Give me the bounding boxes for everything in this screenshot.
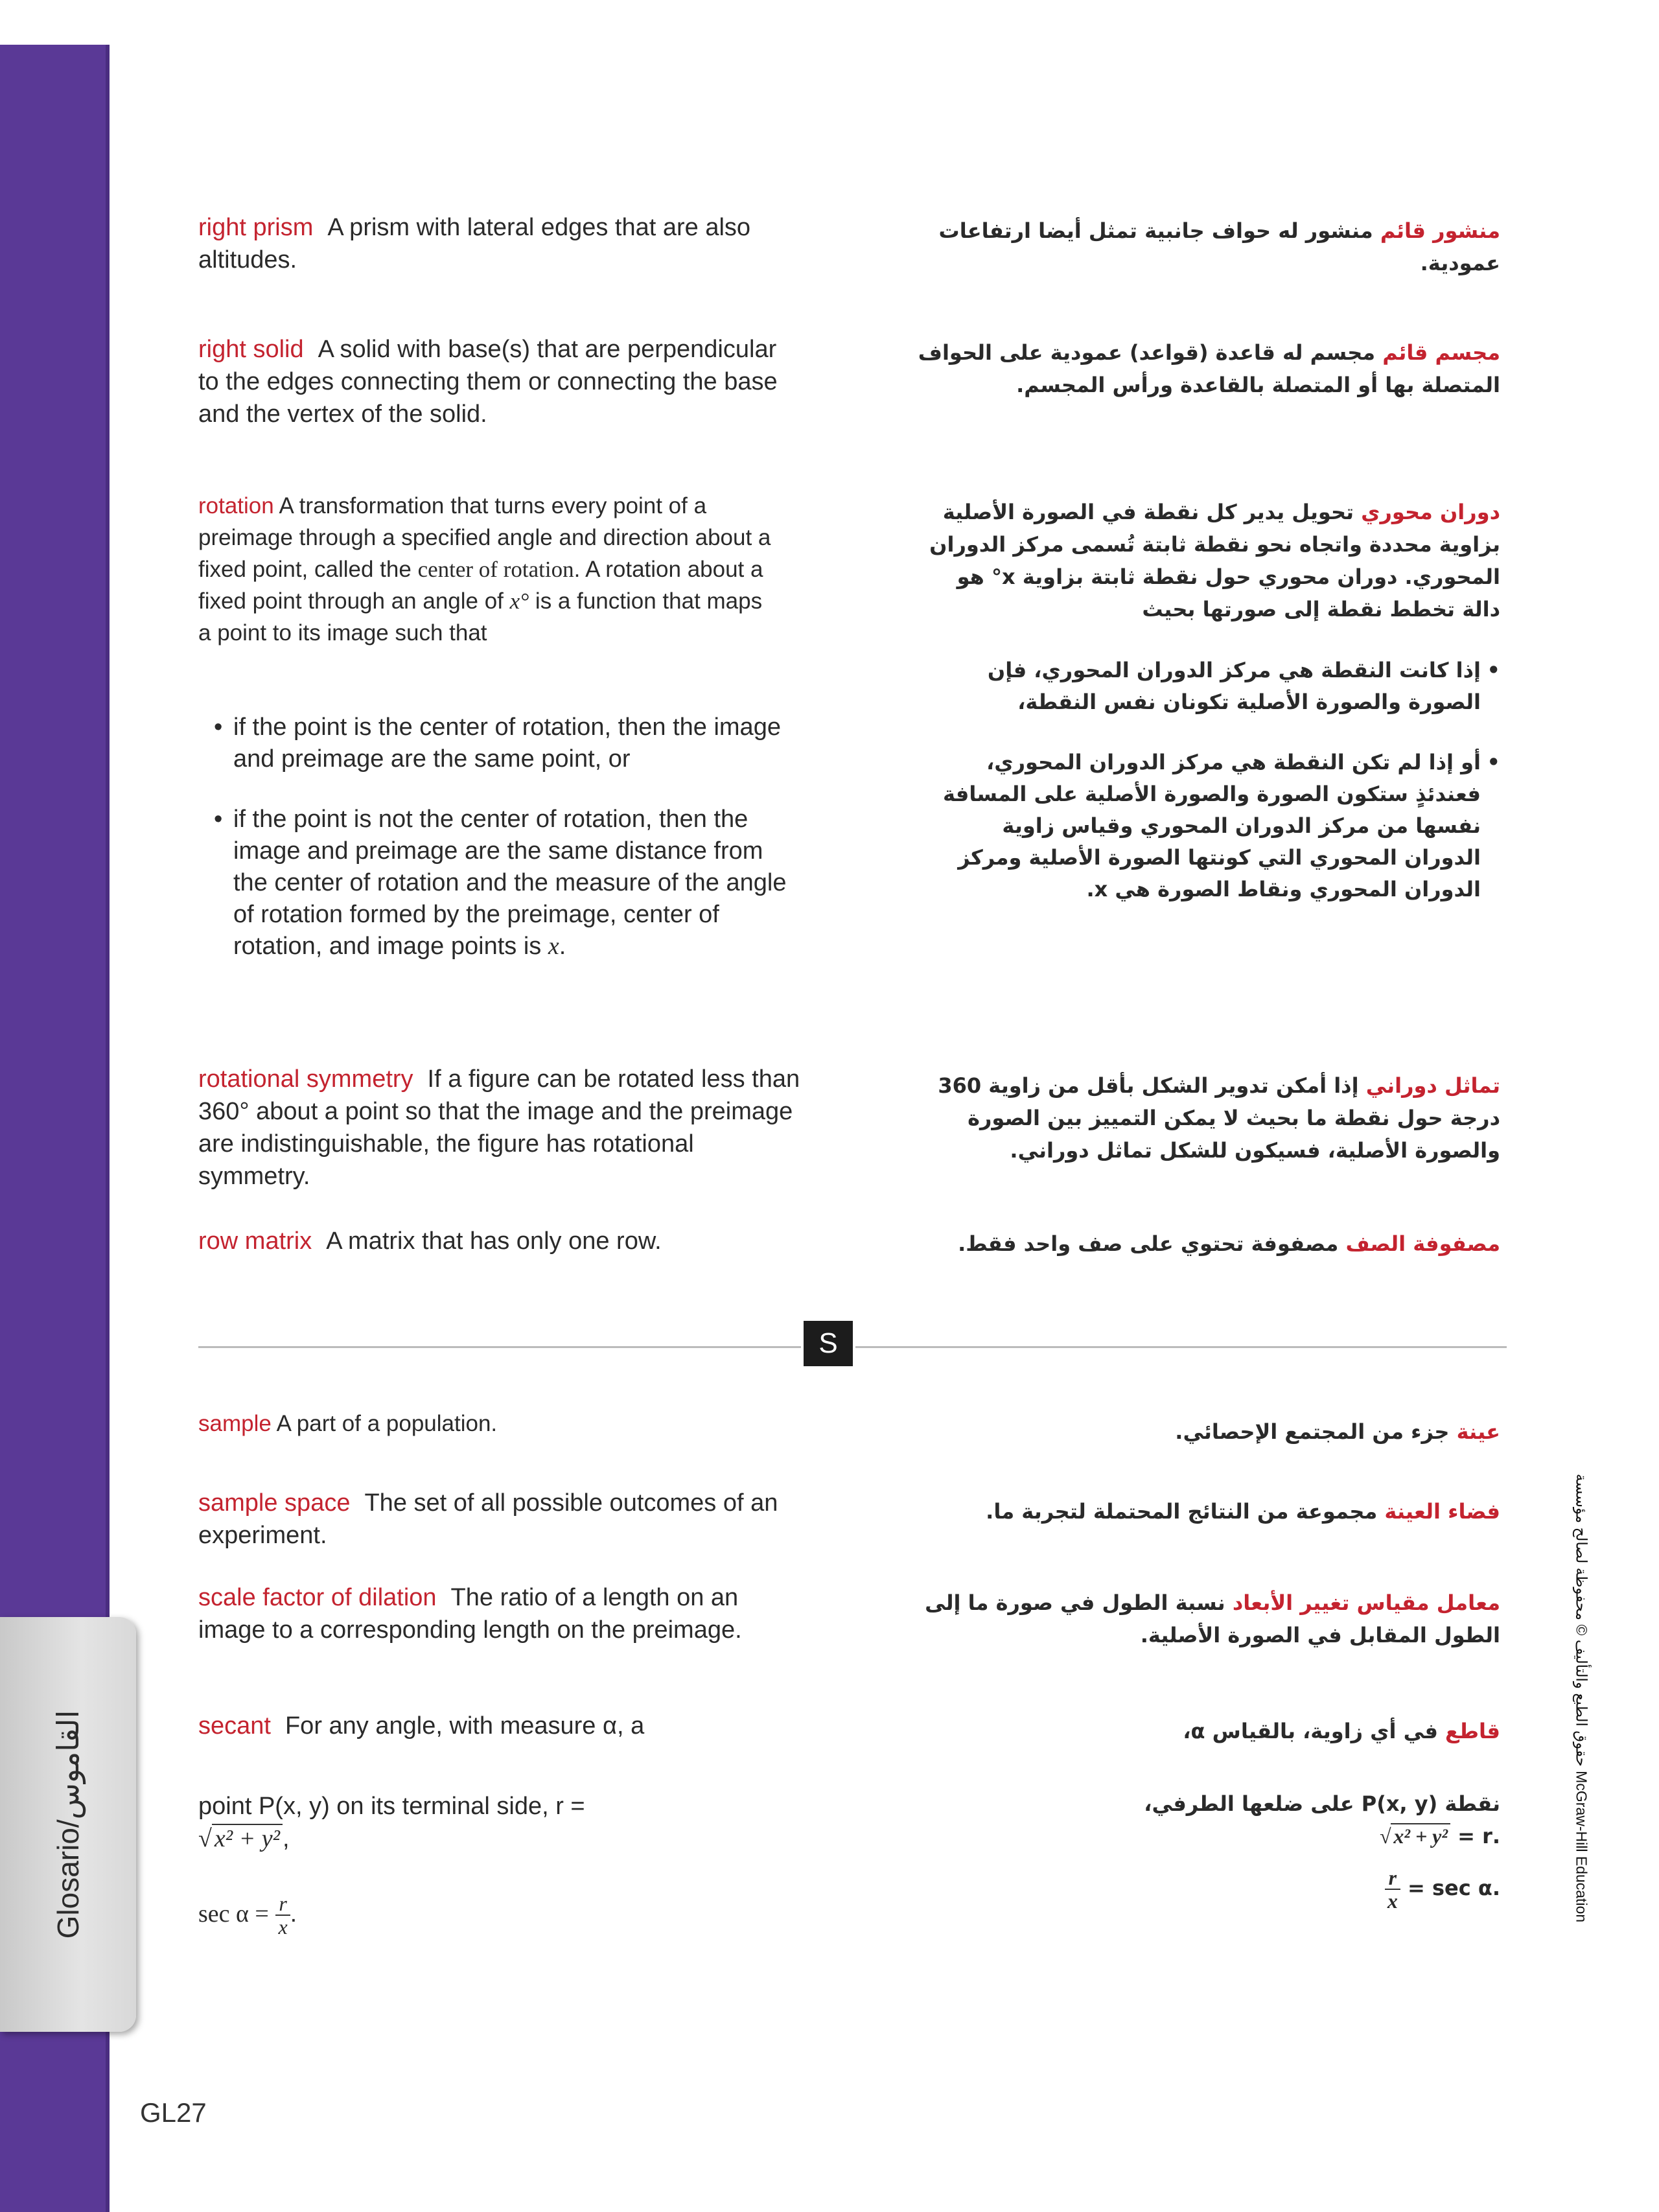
bullet-dot: • <box>214 806 223 833</box>
definition-sample-ar: جزء من المجتمع الإحصائي. <box>1175 1419 1450 1444</box>
entry-scale-factor-ar <box>917 1587 1500 1651</box>
entry-secant-ar <box>917 1715 1500 1747</box>
term-rotational-symmetry: rotational symmetry <box>198 1065 413 1093</box>
entry-row-matrix <box>198 1225 801 1257</box>
secant-r-label-ar: .r = <box>1457 1824 1500 1848</box>
term-rotation-ar: دوران محوري <box>1361 500 1500 524</box>
entry-sample <box>198 1408 801 1439</box>
secant-fraction-ar <box>1385 1867 1400 1912</box>
glossary-tab[interactable] <box>0 1617 136 2032</box>
entry-rotation-ar <box>917 496 1500 625</box>
section-letter: S <box>804 1321 853 1366</box>
rotation-bullet-2-end: . <box>559 933 566 960</box>
secant-frac-den: x <box>278 1915 288 1938</box>
section-divider-right <box>855 1346 1507 1348</box>
section-divider-left <box>198 1346 801 1348</box>
copyright-notice: حقوق الطبع والتأليف © محفوظة لصالح مؤسسة McGraw-Hill Education <box>1573 1473 1590 1923</box>
term-rotation: rotation <box>198 493 274 518</box>
list-item <box>214 712 797 775</box>
secant-radicand: x² + y² <box>212 1824 283 1852</box>
term-right-prism-ar: منشور قائم <box>1380 218 1500 243</box>
secant-frac-den-ar: x <box>1387 1889 1398 1913</box>
term-secant-ar: قاطع <box>1445 1719 1500 1743</box>
bullet-dot: • <box>214 714 223 741</box>
term-scale-factor-ar: معامل مقياس تغيير الأبعاد <box>1232 1590 1500 1615</box>
rotation-bullet-2-var: x <box>548 933 559 960</box>
rotation-bullet-2-ar: أو إذا لم تكن النقطة هي مركز الدوران المحوري، فعندئذٍ ستكون الصورة والصورة الأصلية على المسافة نفسها من مركز الدوران المحوري وقياس زاوية الدوران المحوري التي كونتها الصورة الأصلية ومركز الدوران المحوري ونقاط الصورة هي x. <box>942 750 1481 902</box>
rotation-bullets <box>214 712 797 991</box>
definition-rotational-symmetry-ar: إذا أمكن تدوير الشكل بأقل من زاوية 360 درجة حول نقطة ما بحيث لا يمكن التمييز بين الصورة والصورة الأصلية، فسيكون للشكل تماثل دوراني. <box>938 1073 1500 1163</box>
radical-sign: √ <box>198 1825 212 1852</box>
term-sample-space: sample space <box>198 1489 351 1517</box>
list-item <box>943 747 1500 905</box>
term-sample: sample <box>198 1411 272 1436</box>
secant-sec-label-ar: .sec α = <box>1408 1876 1500 1900</box>
term-secant: secant <box>198 1712 271 1740</box>
term-row-matrix-ar: مصفوفة الصف <box>1345 1231 1500 1256</box>
secant-formula <box>198 1892 801 1938</box>
definition-rotational-symmetry: If a figure can be rotated less than 360° about a point so that the image and the preimage are indistinguishable, the figure has rotational symmetry. <box>198 1065 800 1190</box>
definition-right-solid-ar: مجسم له قاعدة (قواعد) عمودية على الحواف المتصلة بها أو المتصلة بالقاعدة ورأس المجسم. <box>918 340 1500 397</box>
secant-point-line-ar <box>917 1787 1500 1852</box>
definition-scale-factor: The ratio of a length on an image to a corresponding length on the preimage. <box>198 1584 742 1644</box>
entry-row-matrix-ar <box>917 1228 1500 1260</box>
definition-rotation-ar: تحويل يدير كل نقطة في الصورة الأصلية بزاوية محددة واتجاه نحو نقطة ثابتة تُسمى مركز الدوران المحوري. دوران محوري حول نقطة ثابتة بزاوية x° هو دالة تخطط نقطة إلى صورتها بحيث <box>929 500 1500 622</box>
entry-rotational-symmetry <box>198 1063 801 1193</box>
secant-formula-ar <box>917 1867 1500 1912</box>
page-number: GL27 <box>140 2097 207 2128</box>
entry-secant <box>198 1710 801 1742</box>
definition-sample-space: The set of all possible outcomes of an experiment. <box>198 1489 778 1549</box>
secant-sec-end: . <box>290 1900 297 1928</box>
entry-scale-factor <box>198 1581 801 1646</box>
rotation-angle: x° <box>509 588 529 614</box>
secant-sec-label: sec α = <box>198 1900 269 1928</box>
rotation-bullet-1: if the point is the center of rotation, then the image and preimage are the same point, or <box>233 714 781 773</box>
term-sample-ar: عينة <box>1456 1419 1500 1444</box>
term-right-prism: right prism <box>198 214 314 241</box>
entry-rotation <box>198 490 801 649</box>
definition-row-matrix: A matrix that has only one row. <box>326 1228 662 1255</box>
radical-sign-ar: √ <box>1379 1824 1391 1848</box>
definition-scale-factor-ar: نسبة الطول في صورة ما إلى الطول المقابل في الصورة الأصلية. <box>925 1590 1500 1647</box>
secant-fraction <box>275 1892 290 1938</box>
rotation-bullet-2: if the point is not the center of rotation, then the image and preimage are the same distance from the center of rotation and the measure of the angle of rotation formed by the preimage, center of rotation, and image points is <box>233 806 787 960</box>
entry-right-prism <box>198 211 801 276</box>
secant-frac-num-ar: r <box>1385 1867 1400 1890</box>
definition-rotation-a: A transformation that turns every point of a preimage through a specified angle and direction about a fixed point, called the <box>198 493 771 582</box>
rotation-bullets-ar <box>943 655 1500 934</box>
definition-rotation-c: is a function that maps <box>535 588 763 614</box>
definition-sample: A part of a population. <box>276 1411 498 1436</box>
secant-radical-end: , <box>283 1825 290 1852</box>
secant-radical <box>198 1822 283 1855</box>
list-item <box>214 804 797 962</box>
definition-rotation-d: a point to its image such that <box>198 620 487 646</box>
entry-right-prism-ar <box>917 215 1500 279</box>
list-item <box>943 655 1500 718</box>
definition-secant: For any angle, with measure α, a <box>284 1712 645 1740</box>
term-row-matrix: row matrix <box>198 1228 312 1255</box>
entry-sample-space-ar <box>917 1495 1500 1528</box>
bullet-dot: • <box>1487 658 1500 682</box>
entry-right-solid <box>198 333 801 430</box>
center-of-rotation-phrase: center of rotation <box>417 557 574 582</box>
term-rotational-symmetry-ar: تماثل دوراني <box>1365 1073 1500 1098</box>
secant-radicand-ar: x² + y² <box>1391 1823 1450 1848</box>
definition-secant-ar: في أي زاوية، بالقياس α، <box>1183 1719 1438 1743</box>
term-scale-factor: scale factor of dilation <box>198 1584 437 1611</box>
definition-row-matrix-ar: مصفوفة تحتوي على صف واحد فقط. <box>958 1231 1339 1256</box>
definition-right-prism-ar: منشور له حواف جانبية تمثل أيضا ارتفاعات عمودية. <box>938 218 1500 275</box>
definition-sample-space-ar: مجموعة من النتائج المحتملة لتجربة ما. <box>986 1499 1378 1524</box>
term-right-solid: right solid <box>198 336 304 363</box>
entry-rotational-symmetry-ar <box>917 1069 1500 1167</box>
definition-right-prism: A prism with lateral edges that are also altitudes. <box>198 214 751 274</box>
secant-frac-num: r <box>275 1892 290 1916</box>
term-right-solid-ar: مجسم قائم <box>1382 340 1500 365</box>
entry-sample-space <box>198 1487 801 1552</box>
bullet-dot: • <box>1487 750 1500 774</box>
definition-right-solid: A solid with base(s) that are perpendicular to the edges connecting them or connecting the base and the vertex of the solid. <box>198 336 778 428</box>
definition-rotation-b: . A rotation about a fixed point through an angle of <box>198 557 763 614</box>
secant-point-text-ar: نقطة P(x, y) على ضلعها الطرفي، <box>1144 1791 1500 1816</box>
secant-radical-ar <box>1380 1820 1450 1852</box>
term-sample-space-ar: فضاء العينة <box>1384 1499 1500 1524</box>
tab-label: Glosario/القاموس <box>51 1710 85 1939</box>
entry-sample-ar <box>917 1415 1500 1448</box>
secant-point-text: point P(x, y) on its terminal side, r = <box>198 1793 585 1820</box>
rotation-bullet-1-ar: إذا كانت النقطة هي مركز الدوران المحوري، فإن الصورة والصورة الأصلية تكونان نفس النقطة، <box>987 658 1481 714</box>
entry-right-solid-ar <box>917 336 1500 401</box>
secant-point-line <box>198 1790 801 1855</box>
